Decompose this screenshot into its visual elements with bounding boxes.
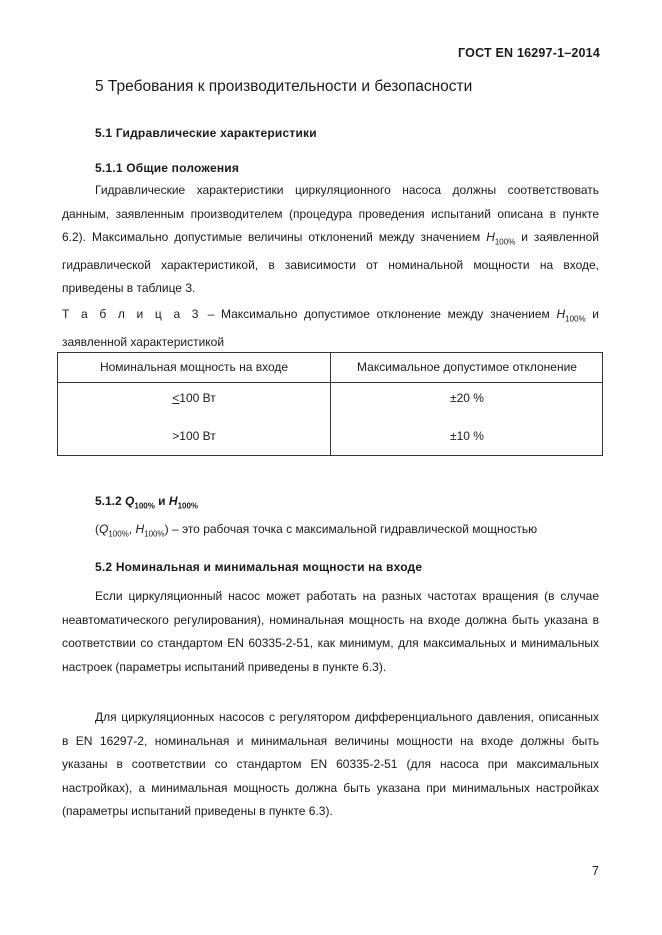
table-3-caption: Т а б л и ц а 3 – Максимально допустимое отклонение между значением $H_{100\%}$ и заявленной характеристикой xyxy=(62,307,599,349)
section-5-1-1-paragraph: Гидравлические характеристики циркуляционного насоса должны соответствовать данным, заявленным производителем (процедура проведения испытаний описана в пункте 6.2). Максимально допустимые величины отклонений между значением $H_{100\%}$ и заявленной гидравлической характеристикой, в зависимости от номинальной мощности на входе, приведены в таблице 3. xyxy=(62,183,599,296)
table-3 xyxy=(57,352,603,456)
table-cell-deviation-row2: ±10 % xyxy=(450,429,484,443)
table-header-divider xyxy=(58,382,602,383)
table-header-power: Номинальная мощность на входе xyxy=(99,360,289,374)
table-header-deviation: Максимальное допустимое отклонение xyxy=(357,360,577,374)
section-5-2-paragraph-2: Для циркуляционных насосов с регулятором дифференциального давления, описанных в EN 16297-2, номинальная и минимальная величины мощности на входе должны быть указаны в соответствии со стандартом EN 60335-2-51 (для насоса при максимальных настройках), а минимальная мощность должна быть указана при минимальных настройках (параметры испытаний приведены в пункте 6.3). xyxy=(62,710,599,818)
section-5-1-1-title: 5.1.1 Общие положения xyxy=(95,161,240,175)
table-cell-power-row2: >100 Вт xyxy=(172,429,216,443)
section-5-1-2-title: 5.1.2 $Q_{100\%}$ и $H_{100\%}$ xyxy=(95,494,199,511)
table-cell-deviation-row1: ±20 % xyxy=(450,391,484,405)
document-code-header: ГОСТ EN 16297-1–2014 xyxy=(458,46,600,60)
section-5-title: 5 Требования к производительности и безопасности xyxy=(95,78,473,95)
table-cell-power-row1: <100 Вт xyxy=(172,391,216,405)
section-5-2-title: 5.2 Номинальная и минимальная мощности на входе xyxy=(95,560,423,574)
section-5-1-title: 5.1 Гидравлические характеристики xyxy=(95,126,317,140)
section-5-1-2-definition: ($Q_{100\%}$, $H_{100\%}$) – это рабочая точка с максимальной гидравлической мощностью xyxy=(95,522,538,539)
section-5-2-paragraph-1: Если циркуляционный насос может работать на разных частотах вращения (в случае неавтоматического регулирования), номинальная мощность на входе должна быть указана в соответствии со стандартом EN 60335-2-51, как минимум, для максимальных и минимальных настроек (параметры испытаний приведены в пункте 6.3). xyxy=(62,589,599,674)
page-number: 7 xyxy=(592,864,599,878)
